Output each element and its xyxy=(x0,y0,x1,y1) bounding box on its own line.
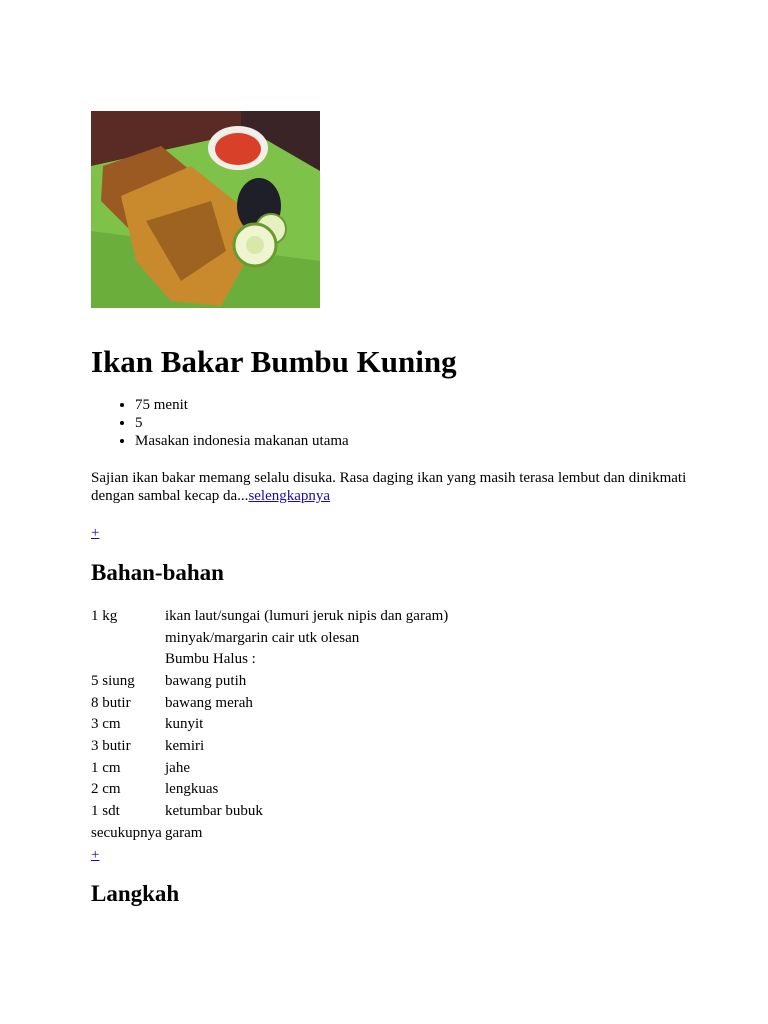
ingredient-row xyxy=(91,670,448,692)
ingredient-row xyxy=(91,757,448,779)
ingredient-qty: 3 butir xyxy=(91,737,131,754)
ingredient-qty: secukupnya xyxy=(91,824,162,841)
recipe-photo xyxy=(91,111,320,308)
ingredient-item: bawang merah xyxy=(165,694,253,711)
ingredient-qty xyxy=(91,648,165,670)
ingredient-qty xyxy=(91,627,165,649)
summary-text: Sajian ikan bakar memang selalu disuka. Rasa daging ikan yang masih terasa lembut dan dinikmati dengan sambal kecap da... xyxy=(91,470,687,504)
recipe-meta-list xyxy=(91,396,349,450)
ingredient-item: kunyit xyxy=(165,716,204,733)
ingredient-row xyxy=(91,713,448,735)
ingredient-row xyxy=(91,822,448,844)
ingredient-row xyxy=(91,800,448,822)
ingredient-row xyxy=(91,735,448,757)
ingredient-qty: 1 kg xyxy=(91,607,118,624)
meta-servings: • 5 xyxy=(135,414,349,432)
sambal-sauce xyxy=(215,133,261,165)
ingredient-qty: 1 sdt xyxy=(91,803,120,820)
meta-category: • Masakan indonesia makanan utama xyxy=(135,432,349,450)
lime-slice-core xyxy=(246,236,264,254)
ingredient-item: lengkuas xyxy=(165,781,219,798)
ingredient-row xyxy=(91,605,448,627)
ingredients-toggle-link[interactable]: + xyxy=(91,847,100,863)
ingredient-item: garam xyxy=(165,824,203,841)
ingredient-item: jahe xyxy=(165,759,190,776)
ingredient-item: Bumbu Halus : xyxy=(165,651,256,668)
ingredient-qty: 5 siung xyxy=(91,672,135,689)
ingredient-item: ikan laut/sungai (lumuri jeruk nipis dan garam) xyxy=(165,607,449,624)
ingredient-item: bawang putih xyxy=(165,672,247,689)
ingredient-row xyxy=(91,692,448,714)
ingredient-row xyxy=(91,648,448,670)
meta-duration: • 75 menit xyxy=(135,396,349,414)
ingredients-heading: Bahan-bahan xyxy=(91,560,224,585)
summary-toggle-link[interactable]: + xyxy=(91,525,100,541)
ingredient-qty: 8 butir xyxy=(91,694,131,711)
ingredient-item: ketumbar bubuk xyxy=(165,803,263,820)
ingredient-qty: 1 cm xyxy=(91,759,121,776)
recipe-title: Ikan Bakar Bumbu Kuning xyxy=(91,344,457,379)
ingredient-item: minyak/margarin cair utk olesan xyxy=(165,629,360,646)
ingredient-row xyxy=(91,779,448,801)
recipe-summary xyxy=(91,469,691,505)
ingredient-row xyxy=(91,627,448,649)
ingredient-item: kemiri xyxy=(165,737,205,754)
ingredients-table xyxy=(91,605,448,844)
ingredient-qty: 3 cm xyxy=(91,716,121,733)
steps-heading: Langkah xyxy=(91,881,180,906)
read-more-link[interactable]: selengkapnya xyxy=(248,488,331,504)
ingredient-qty: 2 cm xyxy=(91,781,121,798)
